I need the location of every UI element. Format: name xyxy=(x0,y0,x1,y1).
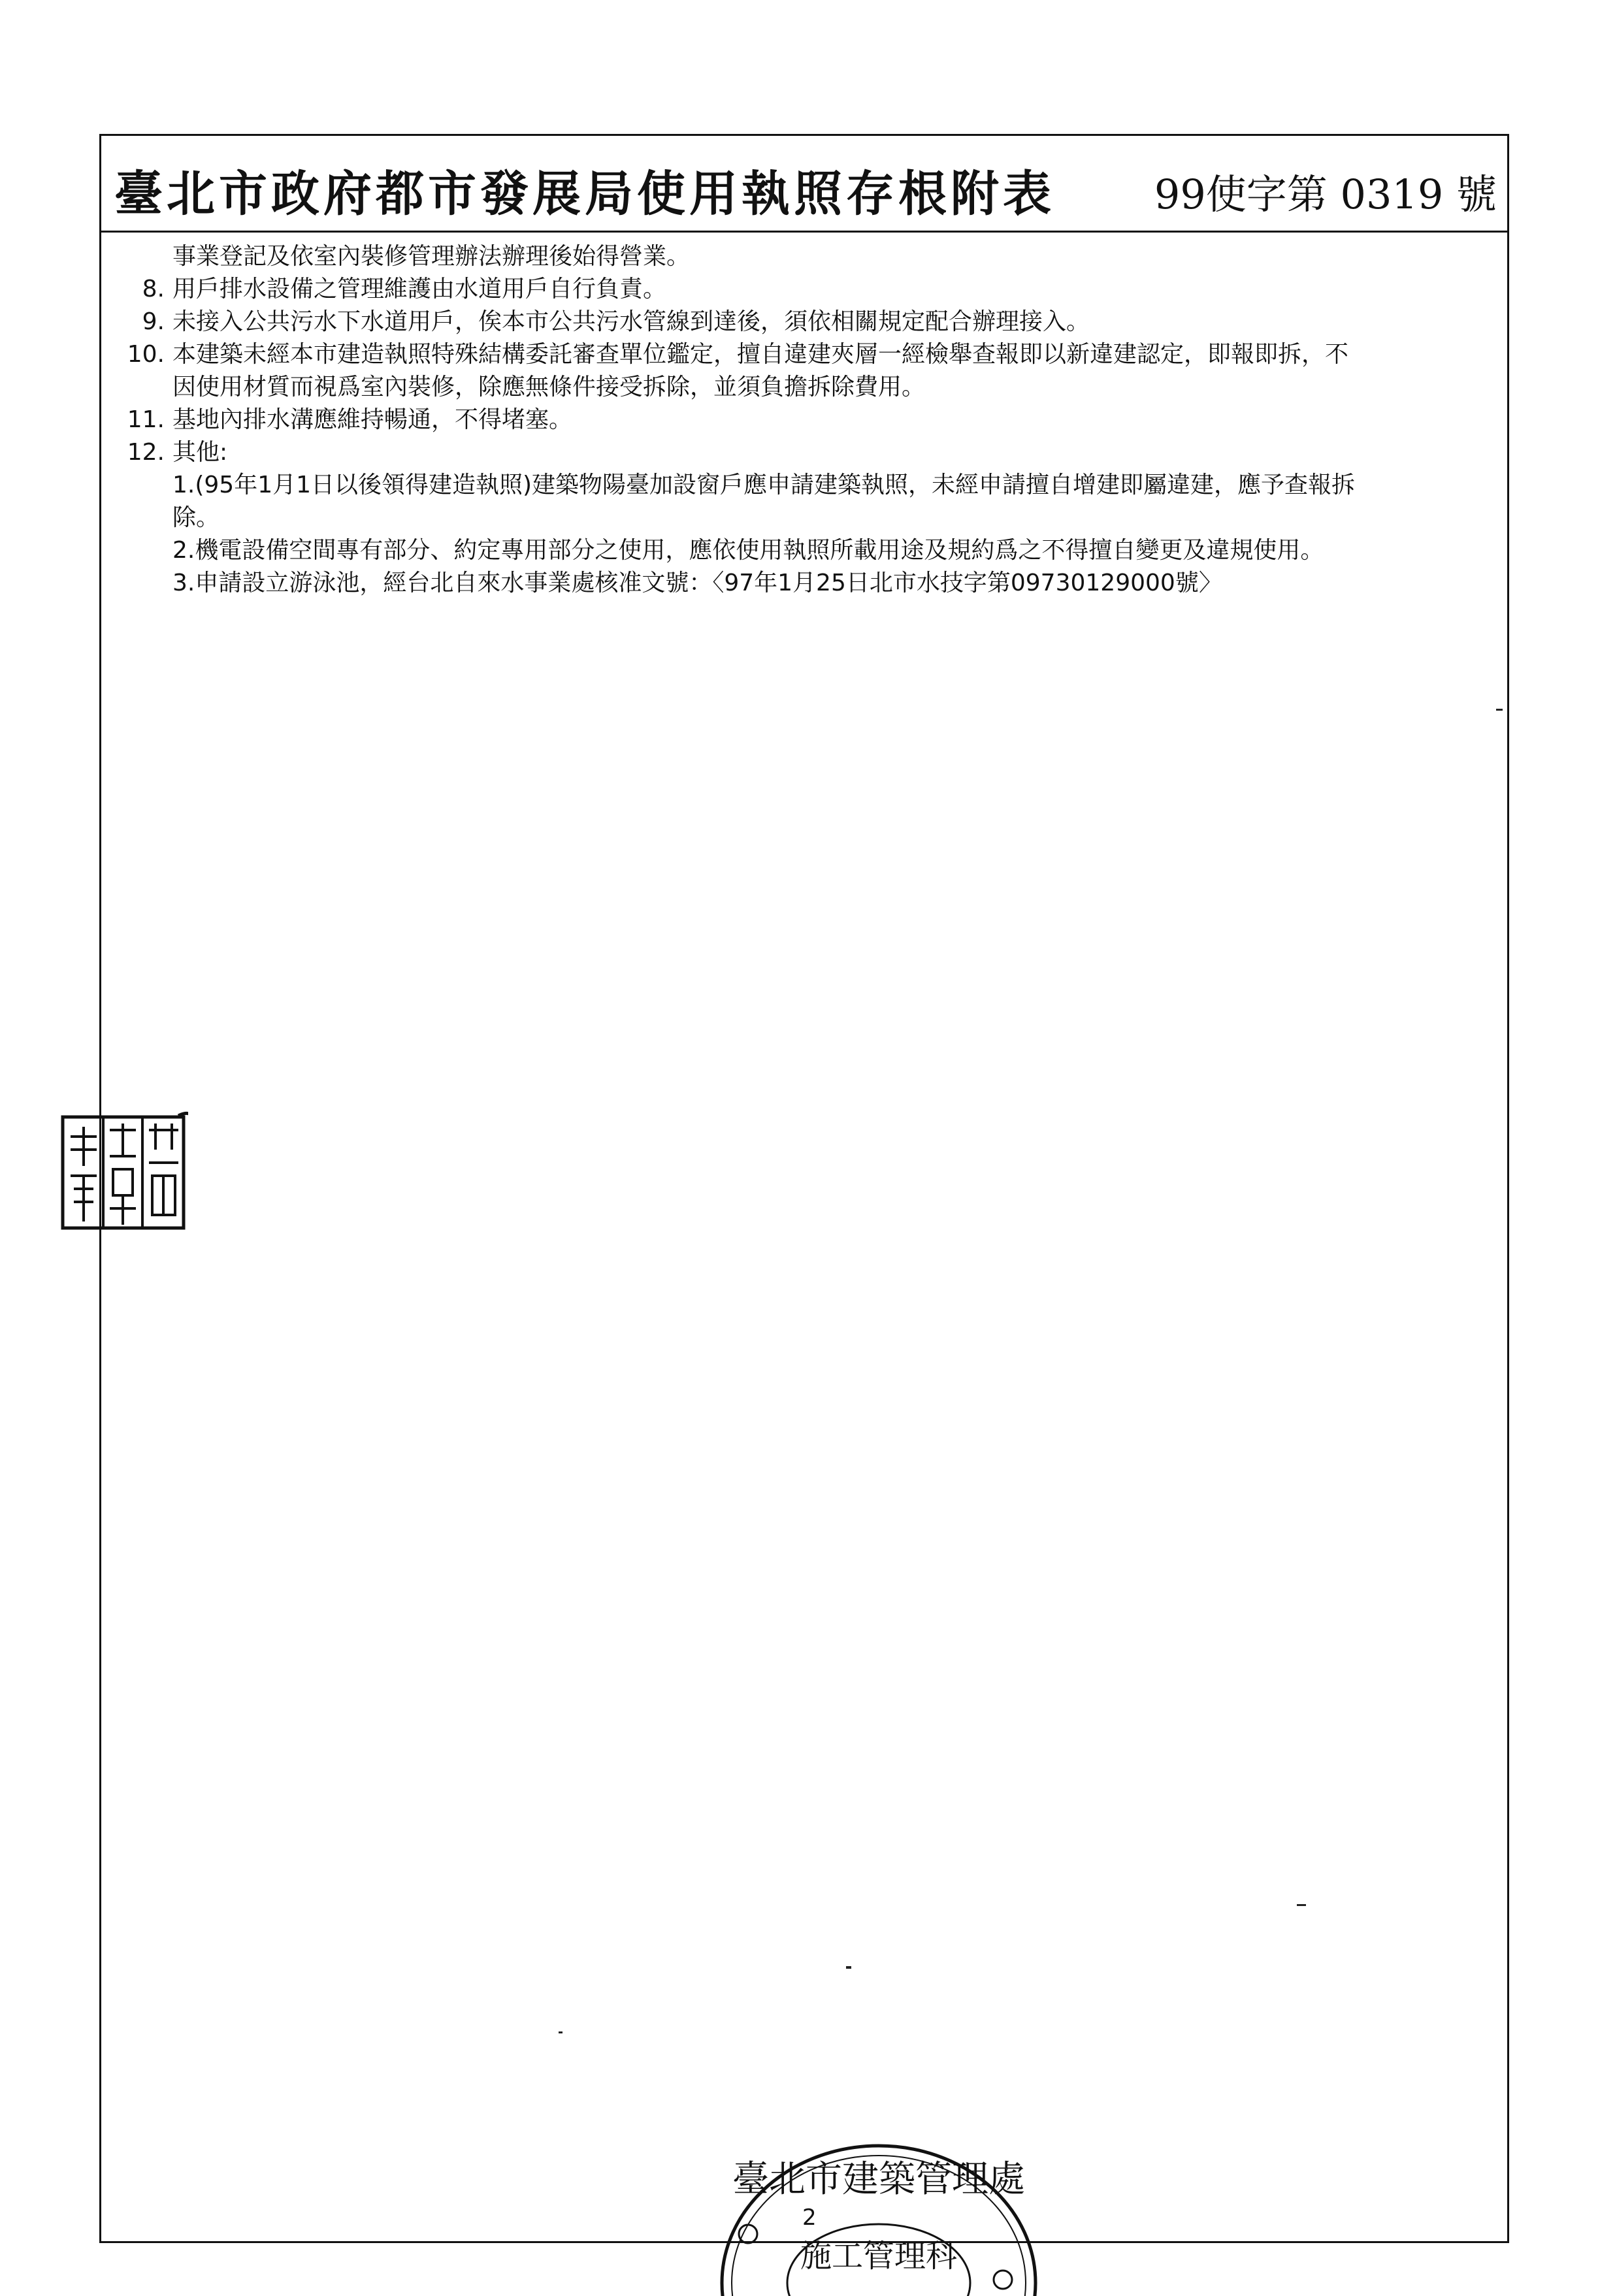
list-item: 9. 未接入公共污水下水道用戶，俟本市公共污水管線到達後，須依相關規定配合辦理接入。 xyxy=(142,308,1090,335)
list-item: 10. 本建築未經本市建造執照特殊結構委託審查單位鑑定，擅自違建夾層一經檢舉查報即以新違建認定，即報即拆，不 xyxy=(127,341,1349,368)
scan-speck xyxy=(1297,1904,1306,1906)
official-seal xyxy=(709,2120,1049,2296)
seal-outer-text: 臺北市建築管理處 xyxy=(732,2158,1025,2201)
sub-item: 1.(95年1月1日以後領得建造執照)建築物陽臺加設窗戶應申請建築執照，未經申請擅自增建即屬違建，應予查報拆 xyxy=(172,472,1356,498)
list-item: 12. 其他: xyxy=(127,439,228,466)
list-item: 事業登記及依室內裝修管理辦法辦理後始得營業。 xyxy=(172,243,691,270)
page-number: 2 xyxy=(802,2205,817,2231)
list-item: 8. 用戶排水設備之管理維護由水道用戶自行負責。 xyxy=(142,276,667,302)
scan-speck xyxy=(846,1966,851,1969)
list-item: 因使用材質而視爲室內裝修，除應無條件接受拆除，並須負擔拆除費用。 xyxy=(172,374,926,400)
terms-list xyxy=(125,240,1491,600)
seal-inner-text: 施工管理科 xyxy=(800,2238,958,2274)
side-seal-stamp xyxy=(57,1110,188,1235)
list-item: 11. 基地內排水溝應維持暢通，不得堵塞。 xyxy=(127,406,573,433)
title-row xyxy=(101,136,1507,233)
permit-number: 99使字第 0319 號 xyxy=(1154,170,1497,218)
sub-item: 3.申請設立游泳池，經台北自來水事業處核准文號：〈97年1月25日北市水技字第09730129000號〉 xyxy=(172,570,1222,596)
sub-item: 除。 xyxy=(172,504,220,531)
scan-speck xyxy=(559,2031,563,2033)
scan-speck xyxy=(1496,709,1503,711)
sub-item: 2.機電設備空間專有部分、約定專用部分之使用，應依使用執照所載用途及規約爲之不得擅自變更及違規使用。 xyxy=(172,537,1324,564)
document-title: 臺北市政府都市發展局使用執照存根附表 xyxy=(114,166,1055,222)
